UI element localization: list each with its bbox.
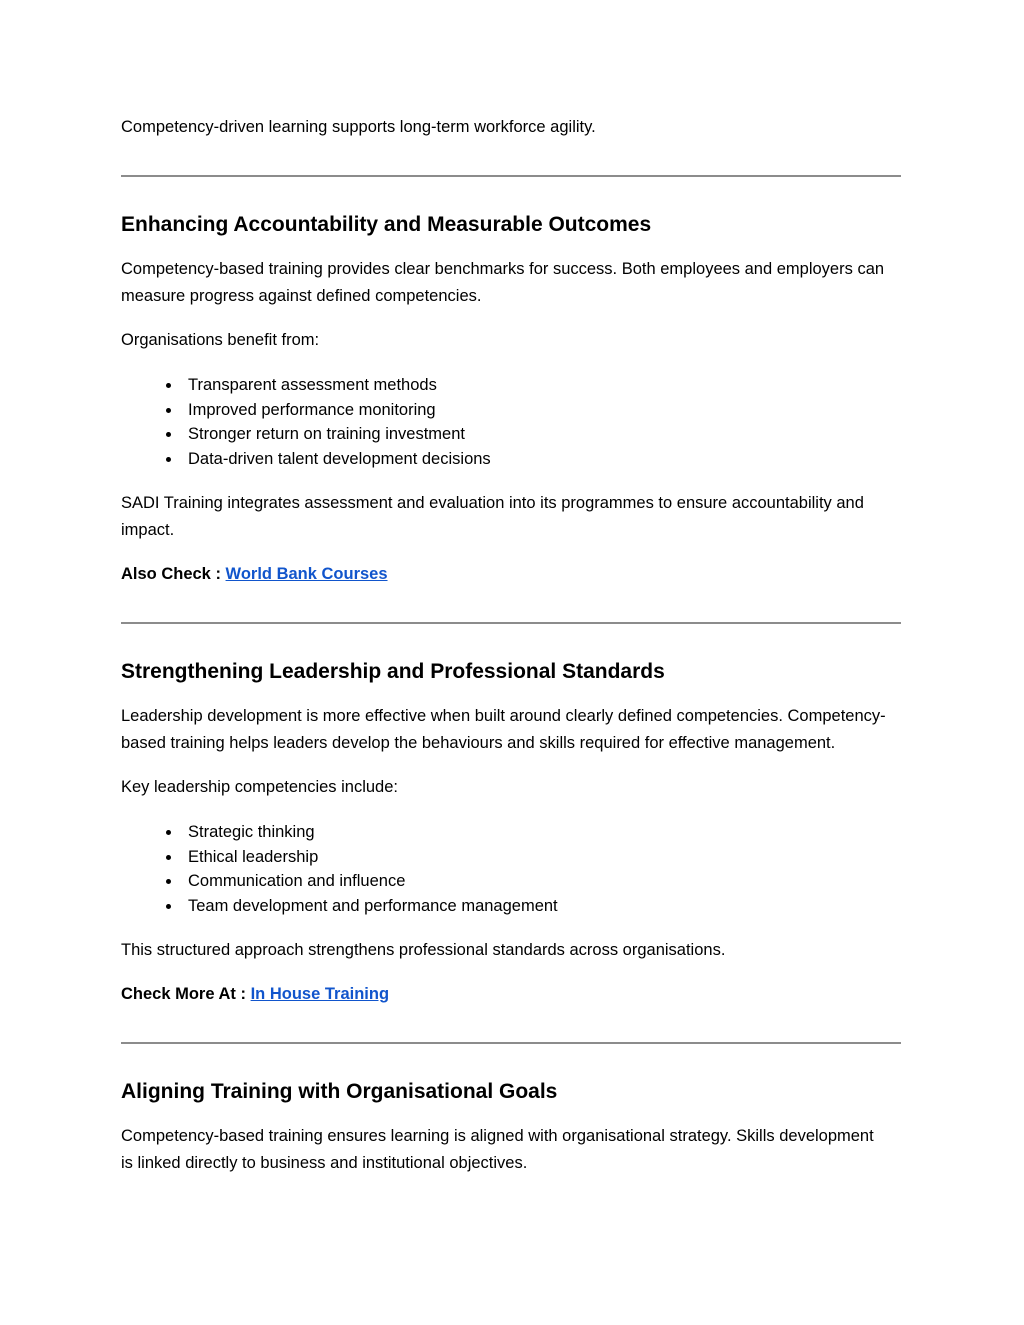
list-item: • Improved performance monitoring: [182, 398, 887, 423]
section-divider: [121, 622, 901, 624]
paragraph: This structured approach strengthens professional standards across organisations.: [121, 941, 726, 959]
section-heading-leadership: Strengthening Leadership and Professional Standards: [121, 660, 665, 683]
list-item: • Ethical leadership: [182, 845, 887, 870]
competencies-list: [121, 820, 887, 918]
list-item: • Communication and influence: [182, 869, 887, 894]
list-item: • Team development and performance management: [182, 894, 887, 919]
section-divider: [121, 1042, 901, 1044]
in-house-training-link[interactable]: In House Training: [250, 985, 390, 1003]
list-item: • Strategic thinking: [182, 820, 887, 845]
list-item: • Transparent assessment methods: [182, 373, 887, 398]
world-bank-courses-link[interactable]: World Bank Courses: [225, 565, 388, 583]
benefits-list: [121, 373, 887, 471]
list-leadin: Key leadership competencies include:: [121, 778, 398, 796]
section-divider: [121, 175, 901, 177]
list-item: • Stronger return on training investment: [182, 422, 887, 447]
check-label: Check More At :: [121, 985, 246, 1003]
paragraph: SADI Training integrates assessment and evaluation into its programmes to ensure accountability and impact.: [121, 494, 864, 539]
list-item: • Data-driven talent development decisions: [182, 447, 887, 472]
also-check-line: [121, 561, 887, 588]
section-heading-alignment: Aligning Training with Organisational Goals: [121, 1080, 558, 1103]
check-more-line: [121, 981, 887, 1008]
paragraph: Competency-based training ensures learning is aligned with organisational strategy. Skills development is linked directly to business and institutional objectives.: [121, 1127, 874, 1172]
paragraph: Competency-based training provides clear benchmarks for success. Both employees and employers can measure progress against defined competencies.: [121, 260, 885, 305]
list-leadin: Organisations benefit from:: [121, 331, 320, 349]
intro-paragraph: Competency-driven learning supports long-term workforce agility.: [121, 118, 596, 136]
paragraph: Leadership development is more effective when built around clearly defined competencies. Competency-based training helps leaders develop the behaviours and skills required for effective management.: [121, 707, 886, 752]
section-heading-accountability: Enhancing Accountability and Measurable Outcomes: [121, 213, 652, 236]
check-label: Also Check :: [121, 565, 221, 583]
